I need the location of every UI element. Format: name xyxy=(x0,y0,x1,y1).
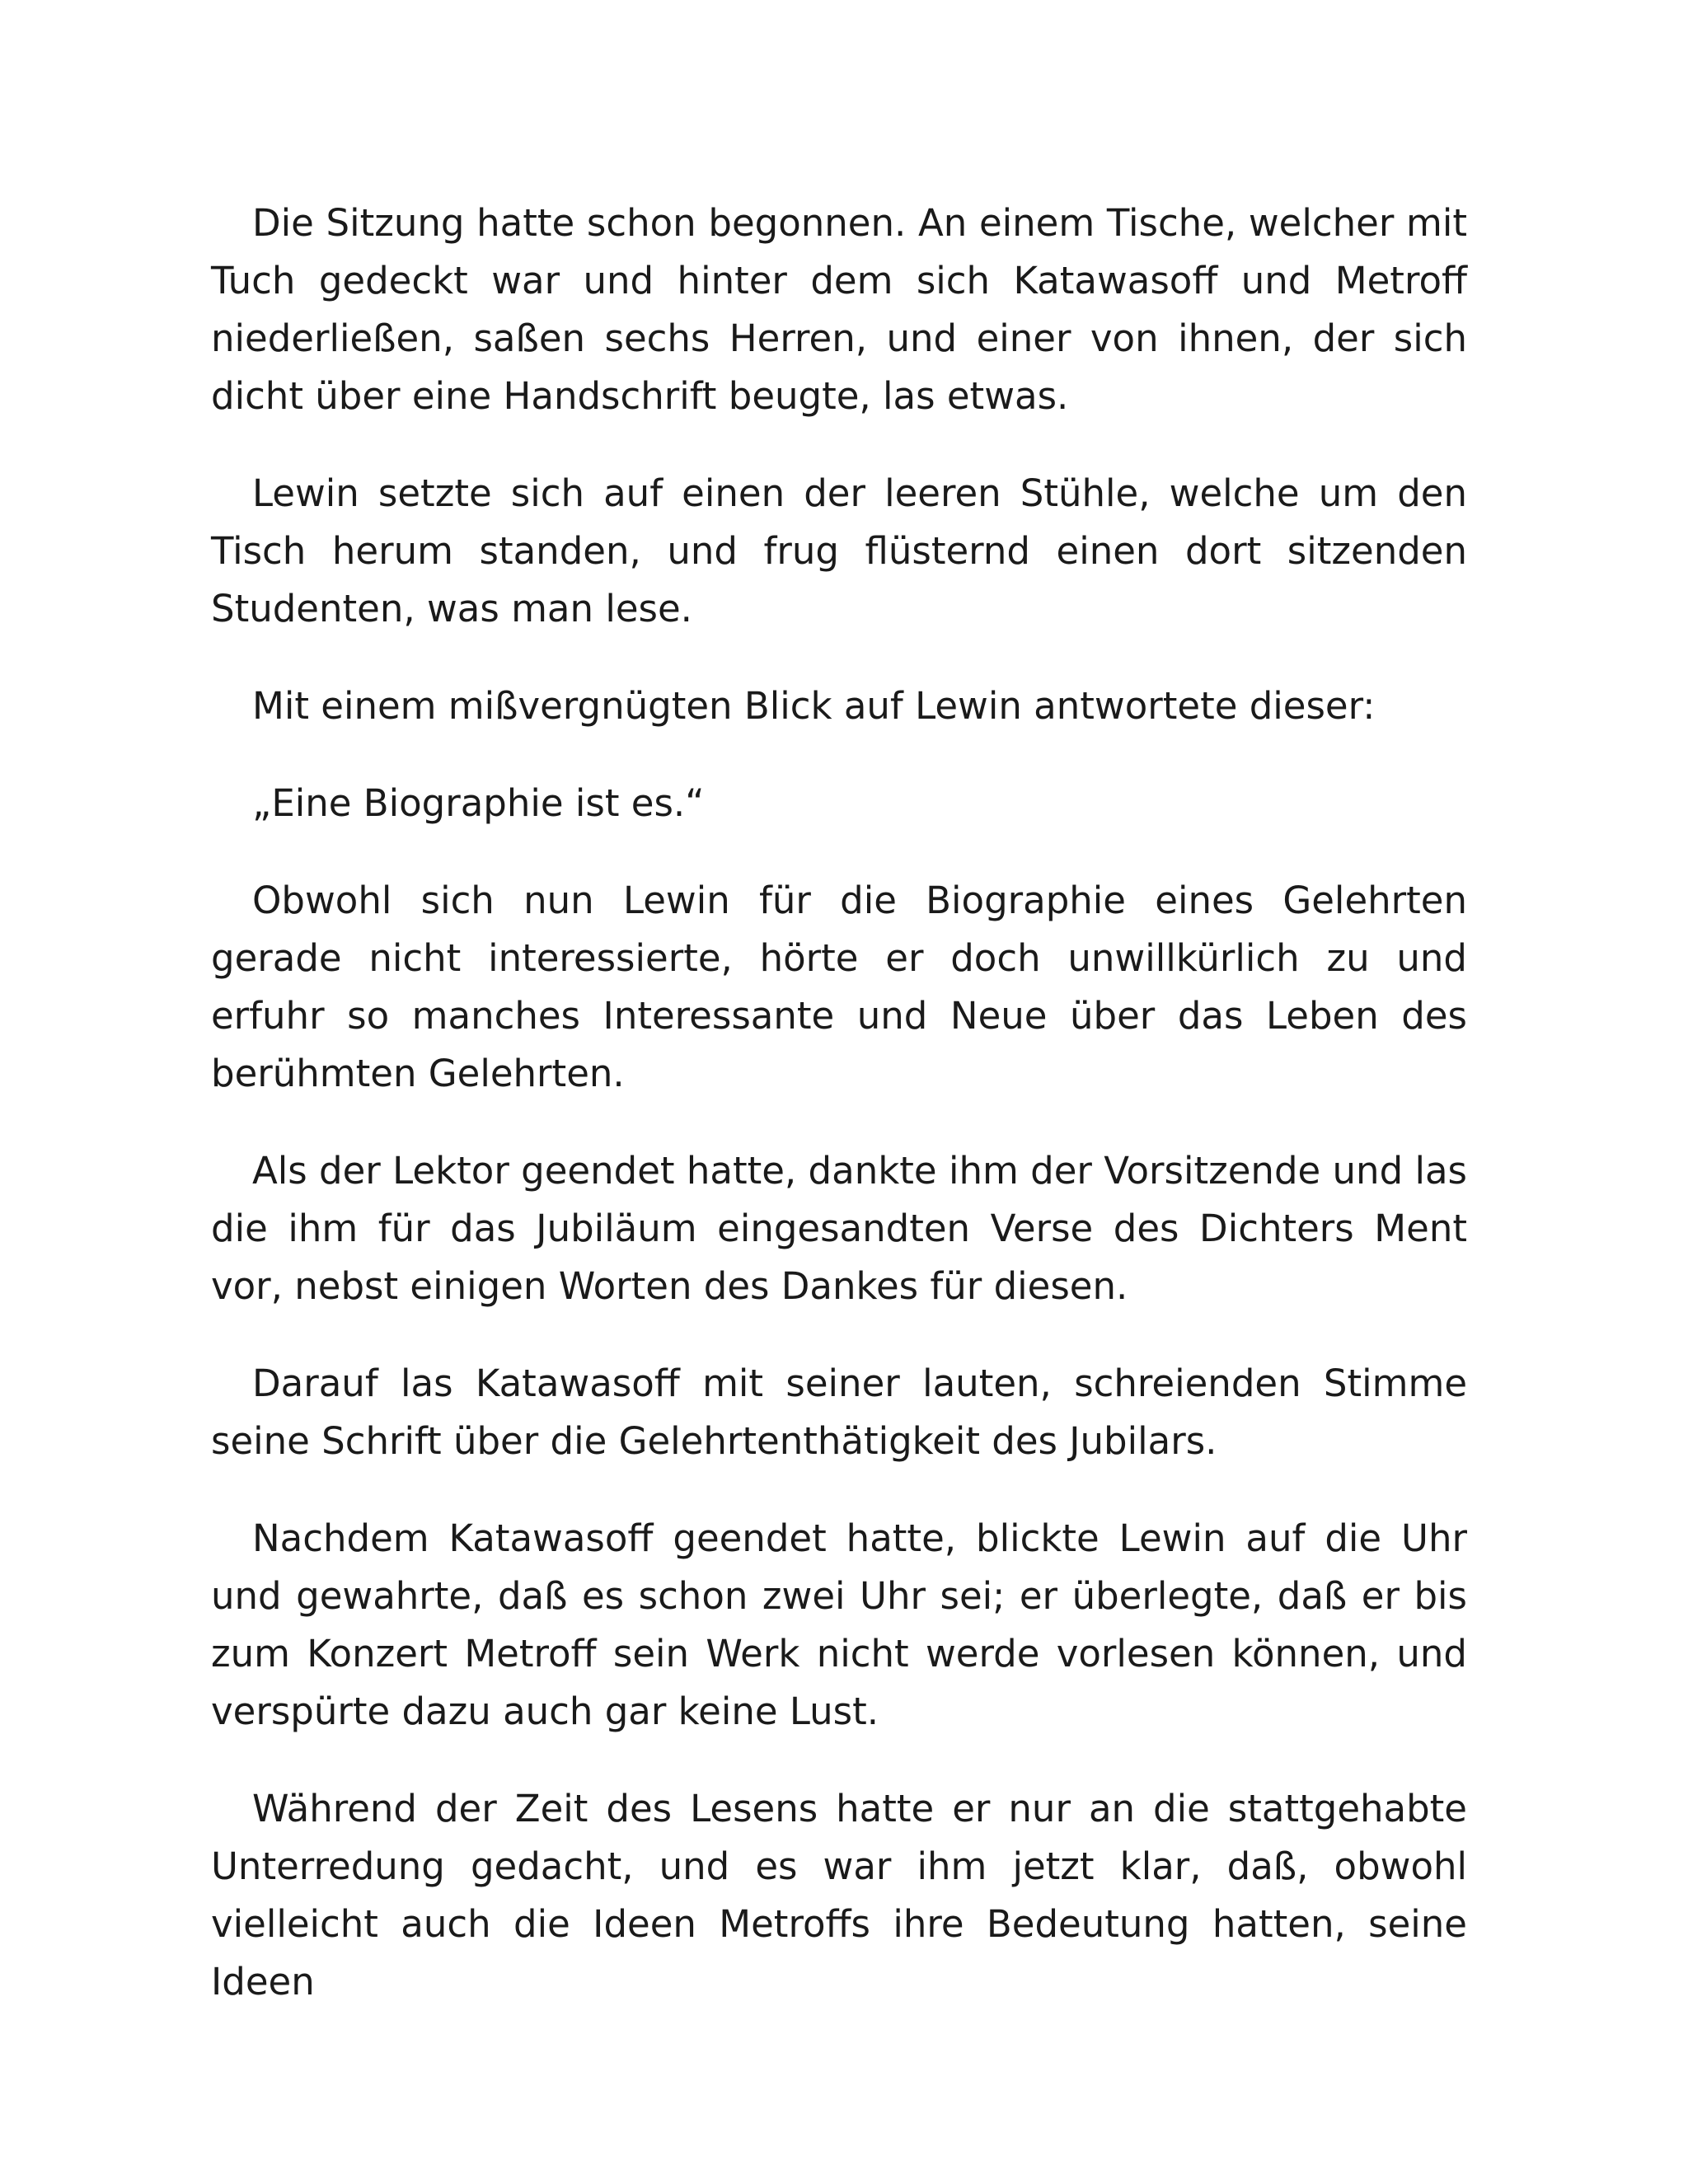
paragraph-8: Nachdem Katawasoff geendet hatte, blickte Lewin auf die Uhr und gewahrte, daß es schon zwei Uhr sei; er überlegte, daß er bis zum Konzert Metroff sein Werk nicht werde vorlesen können, und verspürte dazu auch gar keine Lust. xyxy=(211,1516,1467,1733)
paragraph-1: Die Sitzung hatte schon begonnen. An einem Tische, welcher mit Tuch gedeckt war und hinter dem sich Katawasoff und Metroff niederließen, saßen sechs Herren, und einer von ihnen, der sich dicht über eine Handschrift beugte, las etwas. xyxy=(211,201,1467,418)
paragraph-3: Mit einem mißvergnügten Blick auf Lewin antwortete dieser: xyxy=(252,684,1376,728)
document-page xyxy=(211,194,1467,2050)
paragraph-2: Lewin setzte sich auf einen der leeren Stühle, welche um den Tisch herum standen, und frug flüsternd einen dort sitzenden Studenten, was man lese. xyxy=(211,471,1467,630)
paragraph-6: Als der Lektor geendet hatte, dankte ihm der Vorsitzende und las die ihm für das Jubiläum eingesandten Verse des Dichters Ment vor, nebst einigen Worten des Dankes für diesen. xyxy=(211,1149,1467,1308)
paragraph-5: Obwohl sich nun Lewin für die Biographie eines Gelehrten gerade nicht interessierte, hörte er doch unwillkürlich zu und erfuhr so manches Interessante und Neue über das Leben des berühmten Gelehrten. xyxy=(211,879,1467,1095)
paragraph-4: „Eine Biographie ist es.“ xyxy=(252,781,705,825)
paragraph-9: Während der Zeit des Lesens hatte er nur an die stattgehabte Unterredung gedacht, und es war ihm jetzt klar, daß, obwohl vielleicht auch die Ideen Metroffs ihre Bedeutung hatten, seine Ideen xyxy=(211,1787,1467,2004)
paragraph-7: Darauf las Katawasoff mit seiner lauten, schreienden Stimme seine Schrift über die Gelehrtenthätigkeit des Jubilars. xyxy=(211,1361,1467,1463)
